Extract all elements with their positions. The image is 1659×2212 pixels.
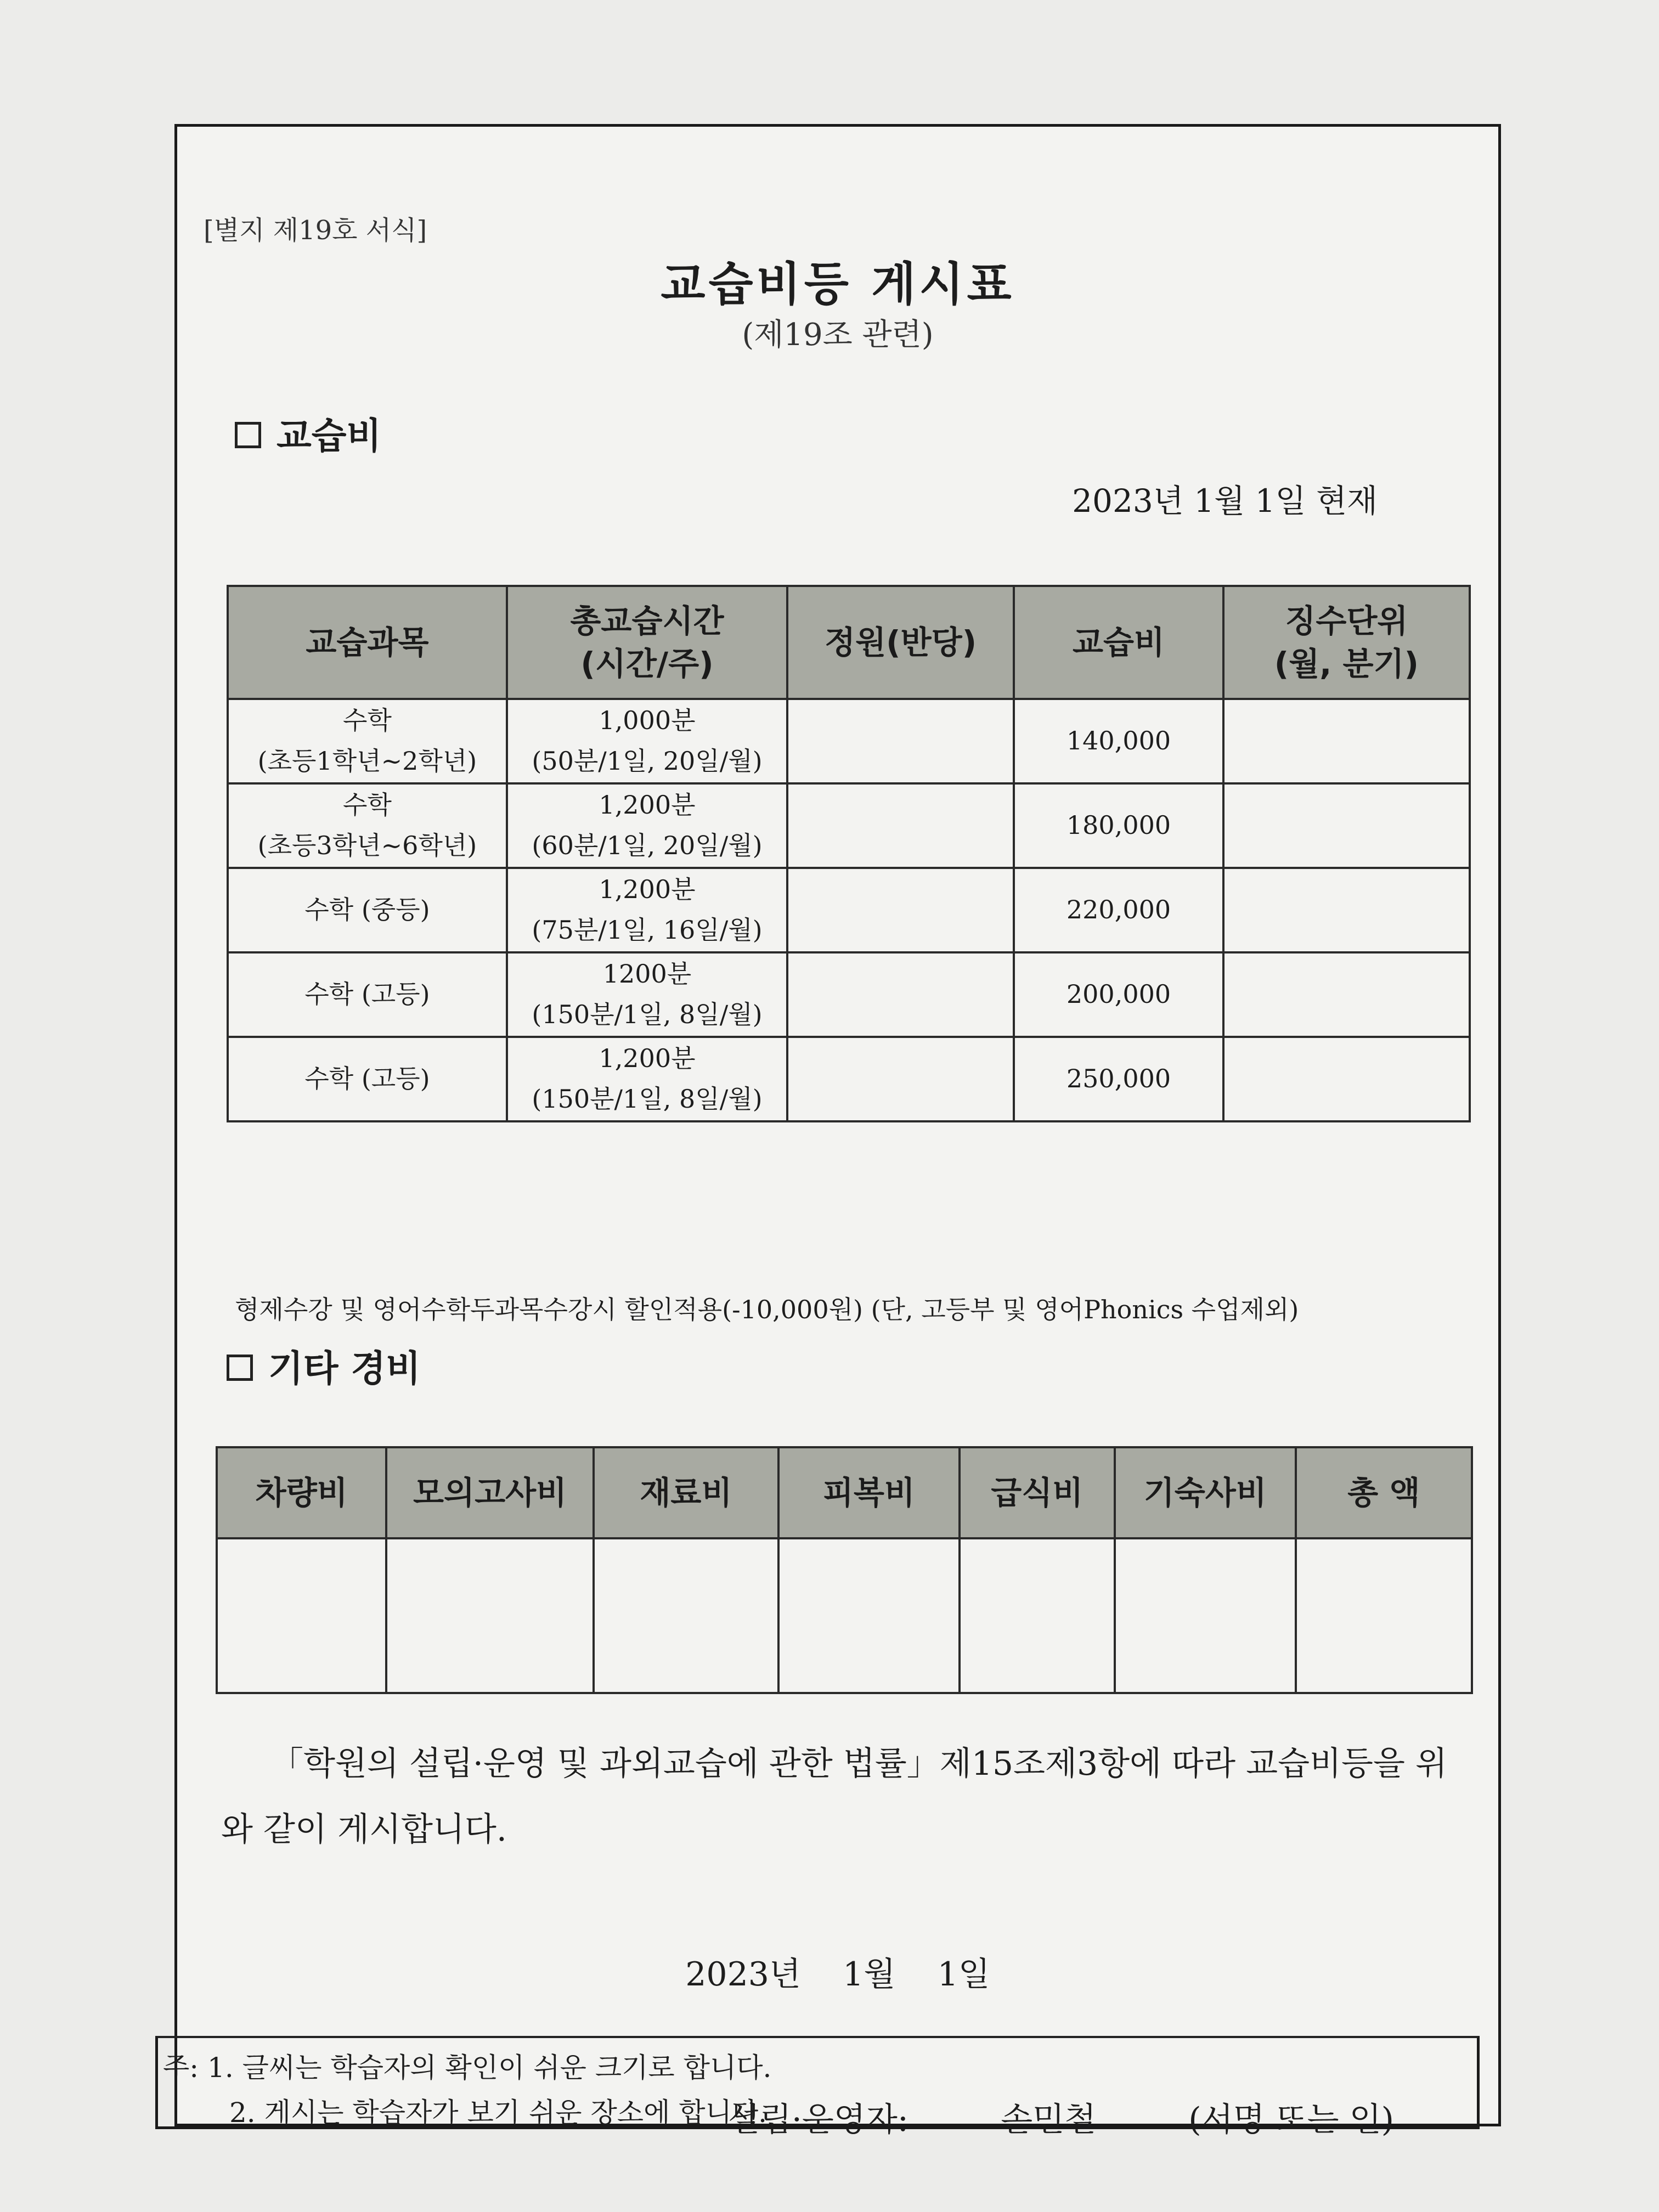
other-col-0: 차량비 [217, 1447, 386, 1538]
col-fee: 교습비 [1014, 586, 1223, 699]
other-value-2 [594, 1538, 778, 1693]
law-statement: 「학원의 설립·운영 및 과외교습에 관한 법률」제15조제3항에 따라 교습비등을 위와 같이 게시합니다. [221, 1745, 1447, 1849]
cell-unit [1223, 868, 1470, 952]
other-expenses-table [216, 1446, 1473, 1694]
tuition-table [227, 585, 1471, 1122]
cell-fee: 180,000 [1014, 783, 1223, 868]
table-row [228, 952, 1470, 1037]
footnote-2: 2. 게시는 학습자가 보기 쉬운 장소에 합니다. [229, 2097, 768, 2129]
table-row [228, 1037, 1470, 1121]
cell-subject: 수학 (초등3학년~6학년) [228, 783, 507, 868]
cell-fee: 140,000 [1014, 699, 1223, 783]
other-value-5 [1115, 1538, 1295, 1693]
issue-date: 2023년 1월 1일 [685, 1955, 990, 1994]
table-row [228, 783, 1470, 868]
other-col-6: 총 액 [1296, 1447, 1472, 1538]
cell-subject: 수학 (중등) [228, 868, 507, 952]
other-col-3: 피복비 [778, 1447, 959, 1538]
other-col-2: 재료비 [594, 1447, 778, 1538]
cell-hours: 1,200분 (75분/1일, 16일/월) [507, 868, 787, 952]
other-value-3 [778, 1538, 959, 1693]
other-value-1 [386, 1538, 593, 1693]
cell-capacity [787, 783, 1014, 868]
checkbox-square-icon [227, 1355, 253, 1381]
cell-hours: 1200분 (150분/1일, 8일/월) [507, 952, 787, 1037]
cell-subject: 수학 (고등) [228, 1037, 507, 1121]
cell-unit [1223, 783, 1470, 868]
tuition-heading-text: 교습비 [276, 415, 382, 457]
cell-fee: 200,000 [1014, 952, 1223, 1037]
cell-unit [1223, 699, 1470, 783]
other-value-4 [960, 1538, 1115, 1693]
cell-fee: 250,000 [1014, 1037, 1223, 1121]
other-section-heading [227, 1339, 421, 1391]
table-row [228, 868, 1470, 952]
cell-subject: 수학 (고등) [228, 952, 507, 1037]
other-col-4: 급식비 [960, 1447, 1115, 1538]
col-unit: 징수단위 (월, 분기) [1223, 586, 1470, 699]
cell-capacity [787, 699, 1014, 783]
cell-subject: 수학 (초등1학년~2학년) [228, 699, 507, 783]
col-capacity: 정원(반당) [787, 586, 1014, 699]
fee-notice-document [163, 124, 1501, 2139]
signature-note: (서명 또는 인) [1188, 2101, 1394, 2139]
document-subtitle: (제19조 관련) [742, 317, 934, 353]
other-col-1: 모의고사비 [386, 1447, 593, 1538]
cell-hours: 1,200분 (150분/1일, 8일/월) [507, 1037, 787, 1121]
discount-note: 형제수강 및 영어수학두과목수강시 할인적용(-10,000원) (단, 고등부 및 영어Phonics 수업제외) [235, 1295, 1299, 1324]
cell-unit [1223, 952, 1470, 1037]
other-value-0 [217, 1538, 386, 1693]
cell-capacity [787, 868, 1014, 952]
operator-name: 손민철 [1001, 2101, 1097, 2139]
other-col-5: 기숙사비 [1115, 1447, 1295, 1538]
form-label: [별지 제19호 서식] [204, 215, 427, 246]
table-row [228, 699, 1470, 783]
other-heading-text: 기타 경비 [268, 1347, 421, 1390]
cell-capacity [787, 952, 1014, 1037]
cell-hours: 1,200분 (60분/1일, 20일/월) [507, 783, 787, 868]
document-title: 교습비등 게시표 [661, 257, 1015, 311]
tuition-section-heading [235, 407, 381, 459]
cell-hours: 1,000분 (50분/1일, 20일/월) [507, 699, 787, 783]
other-value-6 [1296, 1538, 1472, 1693]
footnote-1: 주: 1. 글씨는 학습자의 확인이 쉬운 크기로 합니다. [163, 2052, 772, 2084]
col-subject: 교습과목 [228, 586, 507, 699]
as-of-date: 2023년 1월 1일 현재 [1072, 482, 1378, 520]
col-hours: 총교습시간 (시간/주) [507, 586, 787, 699]
cell-unit [1223, 1037, 1470, 1121]
cell-capacity [787, 1037, 1014, 1121]
signature-label: 설립·운영자: [727, 2101, 909, 2139]
checkbox-square-icon [235, 422, 261, 448]
cell-fee: 220,000 [1014, 868, 1223, 952]
